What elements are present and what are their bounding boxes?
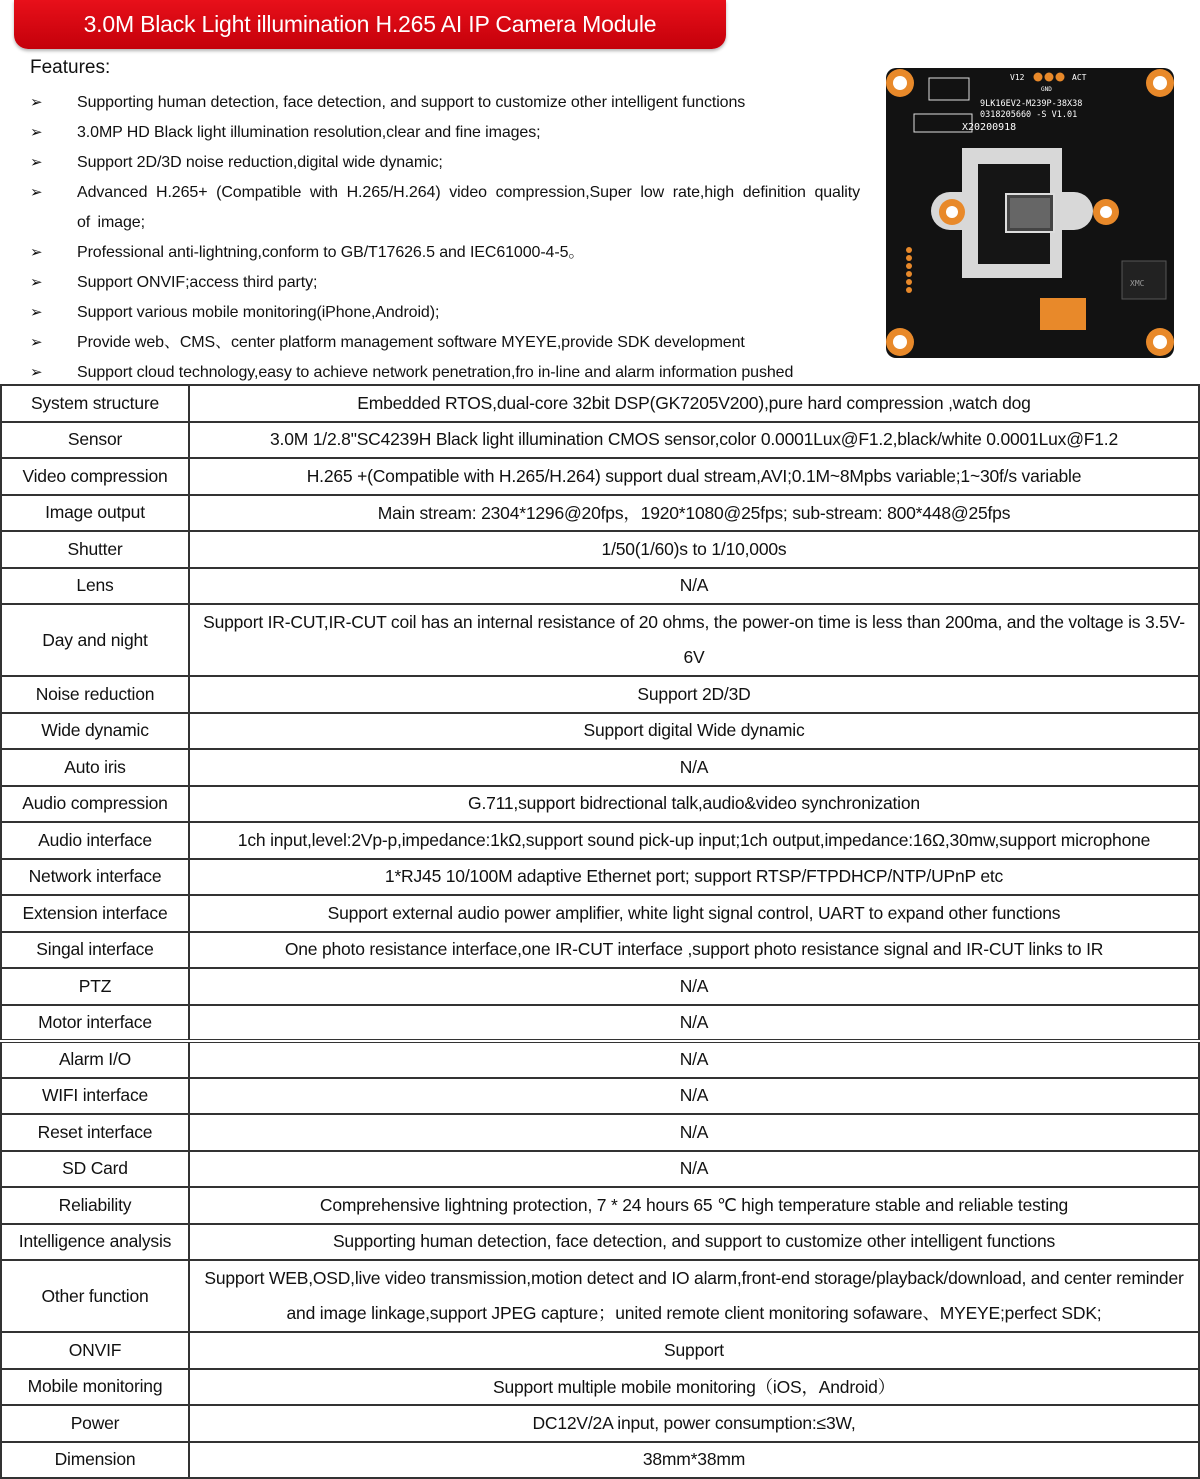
spec-value: Main stream: 2304*1296@20fps，1920*1080@25fps; sub-stream: 800*448@25fps	[189, 495, 1199, 532]
spec-value: DC12V/2A input, power consumption:≤3W,	[189, 1405, 1199, 1442]
spec-value: N/A	[189, 1078, 1199, 1115]
spec-value: One photo resistance interface,one IR-CUT interface ,support photo resistance signal and IR-CUT links to IR	[189, 932, 1199, 969]
features-list	[30, 88, 860, 388]
spec-label: PTZ	[1, 968, 189, 1005]
spec-label: Noise reduction	[1, 676, 189, 713]
pcb-chip-label: XMC	[1130, 279, 1145, 288]
spec-label: Auto iris	[1, 749, 189, 786]
spec-value: Support IR-CUT,IR-CUT coil has an internal resistance of 20 ohms, the power-on time is less than 200ma, and the voltage is 3.5V-6V	[189, 604, 1199, 676]
spec-value: Support multiple mobile monitoring（iOS，Android）	[189, 1369, 1199, 1406]
spec-label: Mobile monitoring	[1, 1369, 189, 1406]
spec-value: Support external audio power amplifier, white light signal control, UART to expand other functions	[189, 895, 1199, 932]
spec-value: G.711,support bidrectional talk,audio&video synchronization	[189, 786, 1199, 823]
pcb-label-v12: V12	[1010, 73, 1025, 82]
spec-row	[1, 1005, 1199, 1042]
spec-label: Dimension	[1, 1442, 189, 1479]
spec-label: Extension interface	[1, 895, 189, 932]
spec-value: Supporting human detection, face detection, and support to customize other intelligent functions	[189, 1224, 1199, 1261]
feature-text: Supporting human detection, face detection, and support to customize other intelligent functions	[77, 94, 746, 111]
pcb-date: X20200918	[962, 122, 1017, 133]
spec-label: Video compression	[1, 458, 189, 495]
spec-label: Intelligence analysis	[1, 1224, 189, 1261]
feature-item	[30, 88, 860, 118]
spec-label: Image output	[1, 495, 189, 532]
spec-row	[1, 1078, 1199, 1115]
arrow-bullet-icon: ➢	[30, 274, 43, 291]
camera-module-image	[884, 66, 1176, 360]
spec-label: Day and night	[1, 604, 189, 676]
spec-label: Other function	[1, 1260, 189, 1332]
feature-text: Advanced H.265+ (Compatible with H.265/H.264) video compression,Super low rate,high definition quality of image;	[77, 184, 860, 231]
spec-row	[1, 895, 1199, 932]
spec-row	[1, 1041, 1199, 1078]
title-banner	[14, 0, 726, 49]
spec-row	[1, 1187, 1199, 1224]
spec-value: Support	[189, 1332, 1199, 1369]
spec-value: N/A	[189, 749, 1199, 786]
pcb-label-gnd: GND	[1041, 86, 1052, 93]
spec-value: N/A	[189, 568, 1199, 605]
arrow-bullet-icon: ➢	[30, 94, 43, 111]
spec-value: Embedded RTOS,dual-core 32bit DSP(GK7205V200),pure hard compression ,watch dog	[189, 385, 1199, 422]
feature-item	[30, 178, 860, 238]
spec-label: Wide dynamic	[1, 713, 189, 750]
feature-item	[30, 118, 860, 148]
feature-text: Support ONVIF;access third party;	[77, 274, 318, 291]
feature-item	[30, 268, 860, 298]
spec-value: N/A	[189, 1041, 1199, 1078]
spec-label: System structure	[1, 385, 189, 422]
feature-item	[30, 148, 860, 178]
spec-label: Power	[1, 1405, 189, 1442]
spec-value: 3.0M 1/2.8"SC4239H Black light illumination CMOS sensor,color 0.0001Lux@F1.2,black/white 0.0001Lux@F1.2	[189, 422, 1199, 459]
spec-row	[1, 531, 1199, 568]
spec-value: 1ch input,level:2Vp-p,impedance:1kΩ,support sound pick-up input;1ch output,impedance:16Ω,30mw,support microphone	[189, 822, 1199, 859]
spec-row	[1, 1151, 1199, 1188]
spec-row	[1, 786, 1199, 823]
spec-row	[1, 713, 1199, 750]
spec-label: WIFI interface	[1, 1078, 189, 1115]
feature-item	[30, 298, 860, 328]
spec-row	[1, 385, 1199, 422]
feature-text: Provide web、CMS、center platform management software MYEYE,provide SDK development	[77, 334, 745, 351]
features-heading: Features:	[30, 57, 111, 78]
spec-value: Support 2D/3D	[189, 676, 1199, 713]
spec-row	[1, 495, 1199, 532]
feature-text: Support various mobile monitoring(iPhone,Android);	[77, 304, 440, 321]
spec-value: N/A	[189, 1114, 1199, 1151]
feature-text: 3.0MP HD Black light illumination resolution,clear and fine images;	[77, 124, 541, 141]
arrow-bullet-icon: ➢	[30, 154, 43, 171]
spec-table	[0, 384, 1200, 1479]
spec-label: Shutter	[1, 531, 189, 568]
page-title: 3.0M Black Light illumination H.265 AI IP Camera Module	[83, 11, 657, 37]
spec-value: 38mm*38mm	[189, 1442, 1199, 1479]
spec-value: 1*RJ45 10/100M adaptive Ethernet port; support RTSP/FTPDHCP/NTP/UPnP etc	[189, 859, 1199, 896]
spec-row	[1, 1369, 1199, 1406]
spec-row	[1, 422, 1199, 459]
spec-label: Sensor	[1, 422, 189, 459]
spec-row	[1, 676, 1199, 713]
spec-label: ONVIF	[1, 1332, 189, 1369]
spec-value: H.265 +(Compatible with H.265/H.264) support dual stream,AVI;0.1M~8Mpbs variable;1~30f/s variable	[189, 458, 1199, 495]
spec-row	[1, 932, 1199, 969]
spec-label: Singal interface	[1, 932, 189, 969]
spec-label: Reset interface	[1, 1114, 189, 1151]
spec-row	[1, 968, 1199, 1005]
spec-label: Audio compression	[1, 786, 189, 823]
spec-row	[1, 1442, 1199, 1479]
arrow-bullet-icon: ➢	[30, 124, 43, 141]
spec-row	[1, 458, 1199, 495]
feature-text: Support cloud technology,easy to achieve network penetration,fro in-line and alarm information pushed	[77, 364, 794, 381]
spec-value: N/A	[189, 1005, 1199, 1042]
spec-value: 1/50(1/60)s to 1/10,000s	[189, 531, 1199, 568]
spec-label: Network interface	[1, 859, 189, 896]
arrow-bullet-icon: ➢	[30, 304, 43, 321]
spec-label: Alarm I/O	[1, 1041, 189, 1078]
spec-label: Reliability	[1, 1187, 189, 1224]
spec-value: Comprehensive lightning protection, 7 * 24 hours 65 ℃ high temperature stable and reliable testing	[189, 1187, 1199, 1224]
spec-row	[1, 859, 1199, 896]
spec-row	[1, 1224, 1199, 1261]
feature-item	[30, 328, 860, 358]
spec-label: SD Card	[1, 1151, 189, 1188]
pcb-model: 9LK16EV2-M239P-38X38	[980, 99, 1083, 109]
spec-row	[1, 822, 1199, 859]
spec-label: Lens	[1, 568, 189, 605]
arrow-bullet-icon: ➢	[30, 244, 43, 261]
pcb-serial: 0318205660 -S V1.01	[980, 110, 1078, 120]
spec-label: Audio interface	[1, 822, 189, 859]
feature-text: Professional anti-lightning,conform to GB/T17626.5 and IEC61000-4-5。	[77, 244, 585, 261]
spec-row	[1, 1114, 1199, 1151]
spec-label: Motor interface	[1, 1005, 189, 1042]
pcb-label-act: ACT	[1072, 73, 1087, 82]
feature-text: Support 2D/3D noise reduction,digital wide dynamic;	[77, 154, 443, 171]
arrow-bullet-icon: ➢	[30, 364, 43, 381]
spec-row	[1, 1405, 1199, 1442]
spec-row	[1, 749, 1199, 786]
arrow-bullet-icon: ➢	[30, 184, 43, 201]
spec-row	[1, 1332, 1199, 1369]
spec-row	[1, 1260, 1199, 1332]
spec-value: N/A	[189, 1151, 1199, 1188]
arrow-bullet-icon: ➢	[30, 334, 43, 351]
spec-row	[1, 604, 1199, 676]
spec-value: Support WEB,OSD,live video transmission,motion detect and IO alarm,front-end storage/playback/download, and center reminder and image linkage,support JPEG capture；united remote client monitoring sofaware、MYEYE;perfect SDK;	[189, 1260, 1199, 1332]
spec-value: Support digital Wide dynamic	[189, 713, 1199, 750]
feature-item	[30, 238, 860, 268]
spec-row	[1, 568, 1199, 605]
spec-value: N/A	[189, 968, 1199, 1005]
